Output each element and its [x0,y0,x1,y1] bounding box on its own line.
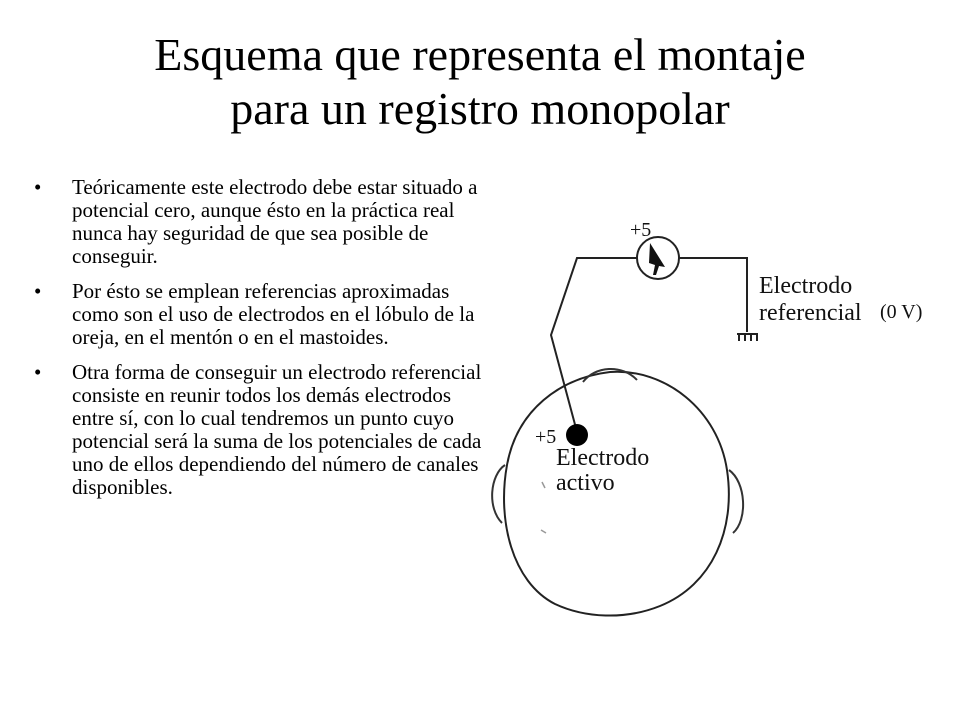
bullet-item [34,280,484,349]
scalp-marks [541,482,546,533]
voltmeter-icon [637,237,679,279]
reference-electrode-label-2: referencial [759,300,862,326]
nose-icon [583,369,637,382]
bullet-item [34,176,484,268]
bullet-text: Otra forma de conseguir un electrodo referencial consiste en reunir todos los demás electrodos entre sí, con lo cual tendremos un punto cuyo potencial será la suma de los potenciales de cada uno de ellos dependiendo del número de canales disponibles. [72,360,482,499]
title-line-2: para un registro monopolar [230,83,730,134]
active-electrode-dot [566,424,588,446]
monopolar-montage-diagram [480,200,940,620]
bullet-text: Por ésto se emplean referencias aproximadas como son el uso de electrodos en el lóbulo de la oreja, en el mentón o en el mastoides. [72,279,475,349]
bullet-item [34,361,484,499]
active-electrode-label-2: activo [556,470,615,496]
bullet-icon: • [34,360,42,384]
meter-voltage-label: +5 [630,219,652,241]
right-ear-icon [729,470,743,533]
reference-voltage-label: (0 V) [880,301,923,323]
head-outline [504,372,729,616]
ground-icon [737,334,758,341]
title-line-1: Esquema que representa el montaje [154,29,806,80]
bullet-icon: • [34,279,42,303]
bullet-icon: • [34,175,42,199]
reference-electrode-label-1: Electrodo [759,273,853,299]
active-voltage-label: +5 [535,426,557,448]
bullet-text: Teóricamente este electrodo debe estar situado a potencial cero, aunque ésto en la práctica real nunca hay seguridad de que sea posible de conseguir. [72,175,478,268]
bullet-list [34,176,484,511]
slide-title [20,28,940,136]
active-electrode-label-1: Electrodo [556,445,650,471]
electrode-wire [551,258,747,432]
